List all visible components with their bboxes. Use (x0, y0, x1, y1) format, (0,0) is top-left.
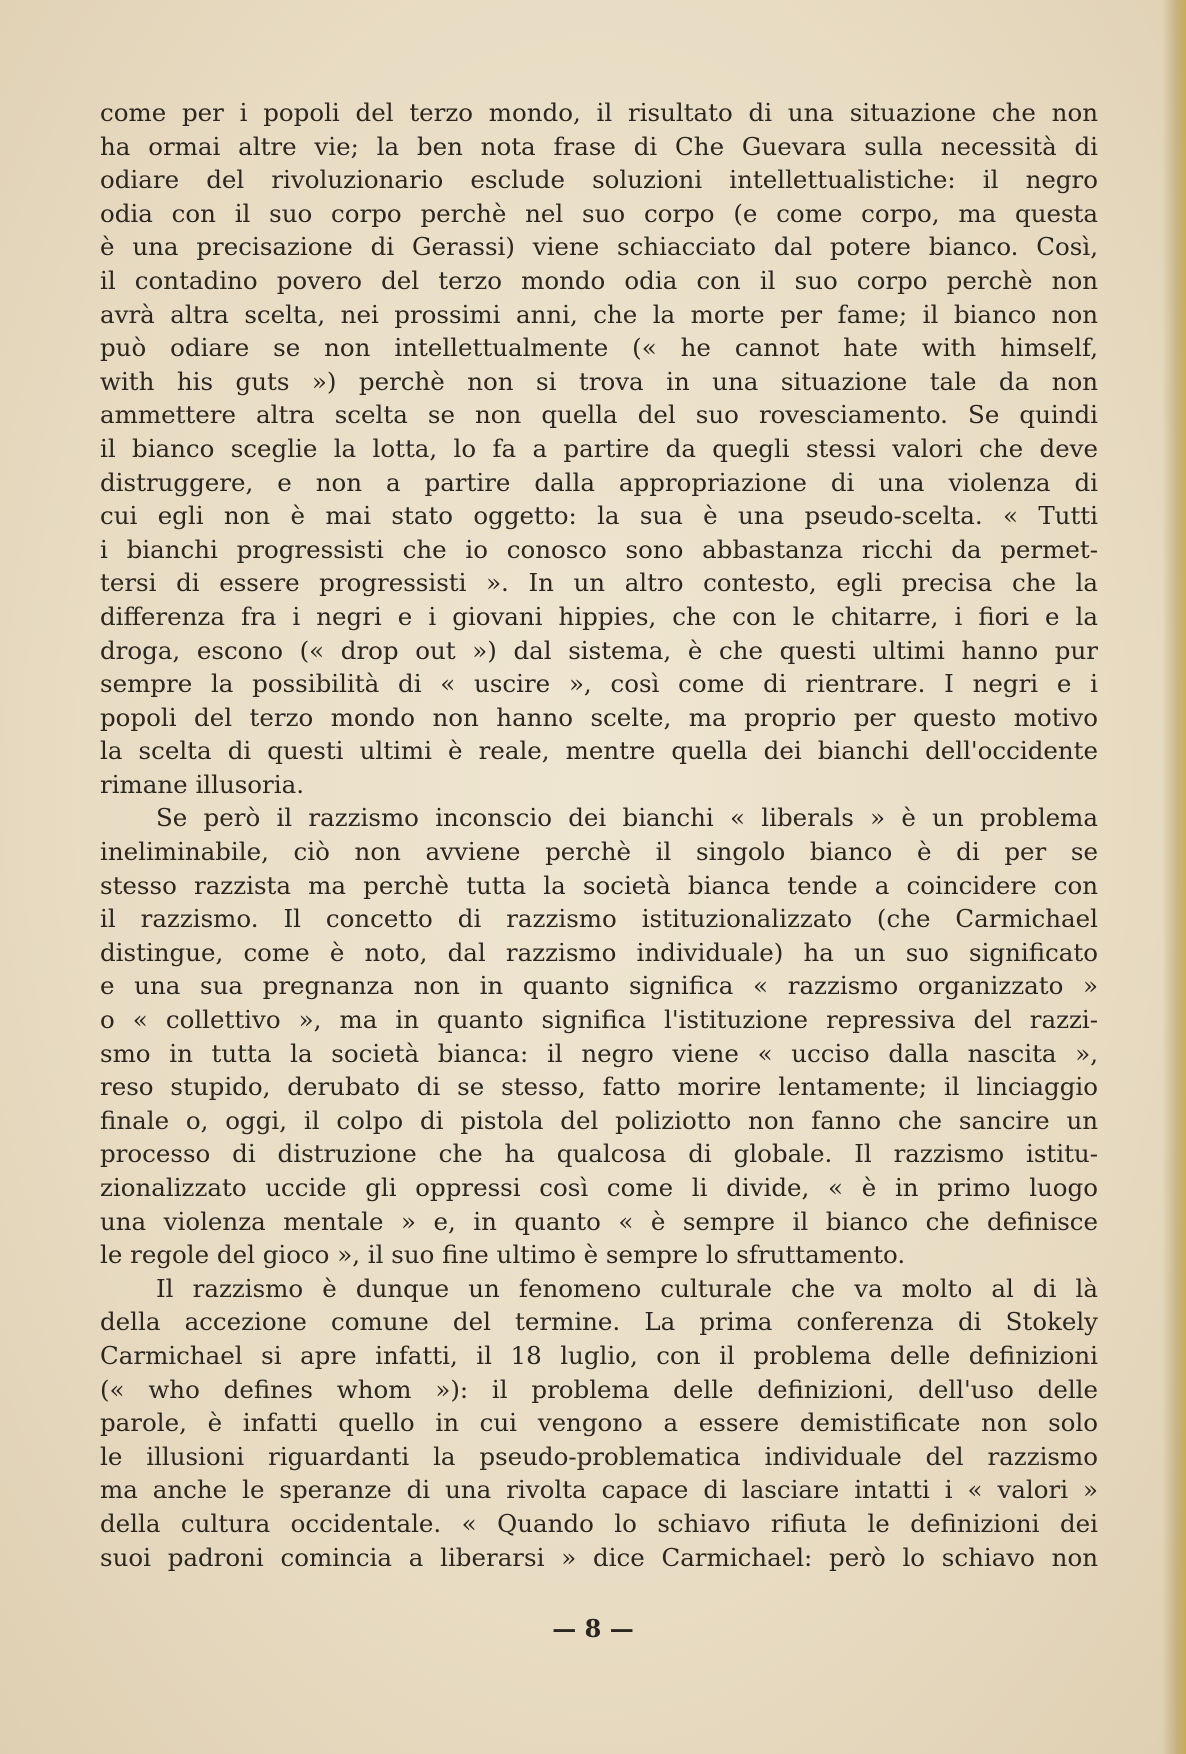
text-line: i bianchi progressisti che io conosco sono abbastanza ricchi da permet- (100, 534, 1098, 564)
text-line: come per i popoli del terzo mondo, il risultato di una situazione che non (100, 98, 1098, 127)
text-line: e una sua pregnanza non in quanto significa « razzismo organizzato » (100, 971, 1098, 1001)
text-line: processo di distruzione che ha qualcosa di globale. Il razzismo istitu- (100, 1139, 1098, 1169)
text-line: (« who defines whom »): il problema delle definizioni, dell'uso delle (100, 1374, 1098, 1404)
text-line: finale o, oggi, il colpo di pistola del poliziotto non fanno che sancire un (100, 1105, 1098, 1135)
text-line: with his guts ») perchè non si trova in una situazione tale da non (100, 366, 1098, 396)
text-line: stesso razzista ma perchè tutta la società bianca tende a coincidere con (100, 870, 1098, 900)
text-line: il contadino povero del terzo mondo odia con il suo corpo perchè non (100, 265, 1098, 295)
text-line: il razzismo. Il concetto di razzismo istituzionalizzato (che Carmichael (100, 904, 1098, 934)
text-line: ineliminabile, ciò non avviene perchè il singolo bianco è di per se (100, 837, 1098, 867)
text-line: Il razzismo è dunque un fenomeno culturale che va molto al di là (156, 1273, 1098, 1303)
text-line: ma anche le speranze di una rivolta capace di lasciare intatti i « valori » (100, 1475, 1098, 1505)
text-line: popoli del terzo mondo non hanno scelte, ma proprio per questo motivo (100, 702, 1098, 732)
text-line: odia con il suo corpo perchè nel suo corpo (e come corpo, ma questa (100, 198, 1098, 228)
paragraph-3 (100, 1272, 1098, 1574)
text-line: distruggere, e non a partire dalla appropriazione di una violenza di (100, 467, 1098, 497)
text-line: parole, è infatti quello in cui vengono a essere demistificate non solo (100, 1408, 1098, 1438)
text-line: suoi padroni comincia a liberarsi » dice Carmichael: però lo schiavo non (100, 1542, 1098, 1572)
text-line: distingue, come è noto, dal razzismo individuale) ha un suo significato (100, 937, 1098, 967)
body-text (100, 96, 1098, 1574)
text-line: droga, escono (« drop out ») dal sistema, è che questi ultimi hanno pur (100, 635, 1098, 665)
text-line: zionalizzato uccide gli oppressi così come li divide, « è in primo luogo (100, 1173, 1098, 1202)
text-line: una violenza mentale » e, in quanto « è sempre il bianco che definisce (100, 1206, 1098, 1236)
page-edge-shadow (1162, 0, 1186, 1754)
text-line: le illusioni riguardanti la pseudo-problematica individuale del razzismo (100, 1441, 1098, 1471)
text-line: smo in tutta la società bianca: il negro viene « ucciso dalla nascita », (100, 1038, 1098, 1068)
text-line: ha ormai altre vie; la ben nota frase di Che Guevara sulla necessità di (100, 131, 1098, 161)
text-line: Se però il razzismo inconscio dei bianchi « liberals » è un problema (156, 803, 1098, 833)
paragraph-1 (100, 96, 1098, 801)
text-line: ammettere altra scelta se non quella del suo rovesciamento. Se quindi (100, 400, 1098, 430)
text-line: la scelta di questi ultimi è reale, mentre quella dei bianchi dell'occidente (100, 736, 1098, 766)
text-line: è una precisazione di Gerassi) viene schiacciato dal potere bianco. Così, (100, 232, 1098, 262)
text-line: cui egli non è mai stato oggetto: la sua è una pseudo-scelta. « Tutti (100, 501, 1098, 531)
text-line: reso stupido, derubato di se stesso, fatto morire lentamente; il linciaggio (100, 1072, 1098, 1102)
text-line: sempre la possibilità di « uscire », così come di rientrare. I negri e i (100, 669, 1098, 699)
text-line: rimane illusoria. (100, 769, 305, 799)
text-line: della cultura occidentale. « Quando lo schiavo rifiuta le definizioni dei (100, 1508, 1098, 1538)
text-line: il bianco sceglie la lotta, lo fa a partire da quegli stessi valori che deve (100, 433, 1098, 463)
text-line: odiare del rivoluzionario esclude soluzioni intellettualistiche: il negro (100, 165, 1098, 195)
text-line: tersi di essere progressisti ». In un altro contesto, egli precisa che la (100, 568, 1098, 598)
text-line: può odiare se non intellettualmente (« he cannot hate with himself, (100, 333, 1098, 363)
text-line: Carmichael si apre infatti, il 18 luglio, con il problema delle definizioni (100, 1340, 1098, 1370)
text-line: o « collettivo », ma in quanto significa l'istituzione repressiva del razzi- (100, 1005, 1098, 1035)
page-number: — 8 — (552, 1614, 634, 1643)
paragraph-2 (100, 801, 1098, 1271)
text-line: della accezione comune del termine. La prima conferenza di Stokely (100, 1307, 1098, 1337)
text-line: le regole del gioco », il suo fine ultimo è sempre lo sfruttamento. (100, 1240, 906, 1270)
text-line: avrà altra scelta, nei prossimi anni, che la morte per fame; il bianco non (100, 299, 1098, 329)
text-line: differenza fra i negri e i giovani hippies, che con le chitarre, i fiori e la (100, 601, 1098, 631)
